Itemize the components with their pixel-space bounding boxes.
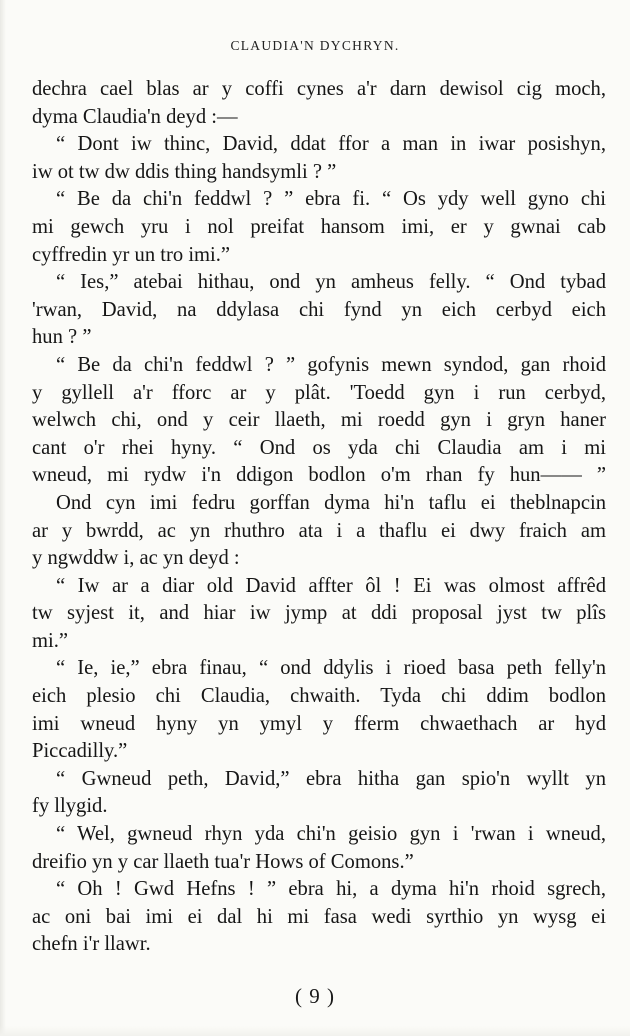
text-line: “ Oh ! Gwd Hefns ! ” ebra hi, a dyma hi'n rhoid sgrech,	[56, 878, 606, 901]
page-bottom-edge	[0, 1026, 630, 1036]
text-line: tw syjest it, and hiar iw jymp at ddi proposal jyst tw plîs	[32, 602, 606, 625]
body-text	[32, 76, 606, 959]
text-line: “ Gwneud peth, David,” ebra hitha gan spio'n wyllt yn	[56, 767, 606, 790]
text-line: eich plesio chi Claudia, chwaith. Tyda chi ddim bodlon	[32, 685, 606, 708]
text-line: chefn i'r llawr.	[32, 933, 151, 956]
text-line: hun ? ”	[32, 326, 92, 349]
text-line: cant o'r rhei hyny. “ Ond os yda chi Claudia am i mi	[32, 436, 606, 459]
page-number: ( 9 )	[295, 984, 335, 1008]
text-line: “ Wel, gwneud rhyn yda chi'n geisio gyn i 'rwan i wneud,	[56, 823, 606, 846]
text-line: Ond cyn imi fedru gorffan dyma hi'n taflu ei theblnapcin	[56, 491, 606, 514]
text-line: “ Be da chi'n feddwl ? ” ebra fi. “ Os ydy well gyno chi	[56, 188, 606, 211]
text-line: imi wneud hyny yn ymyl y fferm chwaethach ar hyd	[32, 712, 606, 735]
text-line: dechra cael blas ar y coffi cynes a'r darn dewisol cig moch,	[32, 78, 606, 100]
text-line: fy llygid.	[32, 795, 108, 818]
text-line: 'rwan, David, na ddylasa chi fynd yn eich cerbyd eich	[32, 298, 606, 321]
text-line: dreifio yn y car llaeth tua'r Hows of Comons.”	[32, 850, 414, 873]
page-left-edge	[0, 0, 6, 1036]
text-line: mi.”	[32, 629, 69, 652]
text-line: dyma Claudia'n deyd :—	[32, 105, 238, 128]
text-line: Piccadilly.”	[32, 740, 128, 763]
text-line: “ Be da chi'n feddwl ? ” gofynis mewn syndod, gan rhoid	[56, 353, 606, 376]
text-line: “ Iw ar a diar old David affter ôl ! Ei was olmost affrêd	[56, 574, 606, 597]
running-head: CLAUDIA'N DYCHRYN.	[230, 38, 400, 53]
text-line: cyffredin yr un tro imi.”	[32, 243, 231, 266]
text-line: mi gewch yru i nol preifat hansom imi, er y gwnai cab	[32, 215, 606, 238]
text-line: y gyllell a'r fforc ar y plât. 'Toedd gyn i run cerbyd,	[32, 381, 606, 404]
text-line: y ngwddw i, ac yn deyd :	[32, 547, 240, 570]
text-line: wneud, mi rydw i'n ddigon bodlon o'm rhan fy hun—— ”	[32, 464, 606, 487]
text-line: “ Ies,” atebai hithau, ond yn amheus felly. “ Ond tybad	[56, 271, 606, 294]
text-line: ac oni bai imi ei dal hi mi fasa wedi syrthio yn wysg ei	[32, 905, 606, 928]
text-line: “ Ie, ie,” ebra finau, “ ond ddylis i rioed basa peth felly'n	[56, 657, 606, 680]
text-line: iw ot tw dw ddis thing handsymli ? ”	[32, 160, 337, 183]
text-line: “ Dont iw thinc, David, ddat ffor a man in iwar posishyn,	[56, 133, 606, 156]
text-line: welwch chi, ond y ceir llaeth, mi roedd gyn i gryn haner	[32, 409, 606, 432]
text-line: ar y bwrdd, ac yn rhuthro ata i a thaflu ei dwy fraich am	[32, 519, 606, 542]
